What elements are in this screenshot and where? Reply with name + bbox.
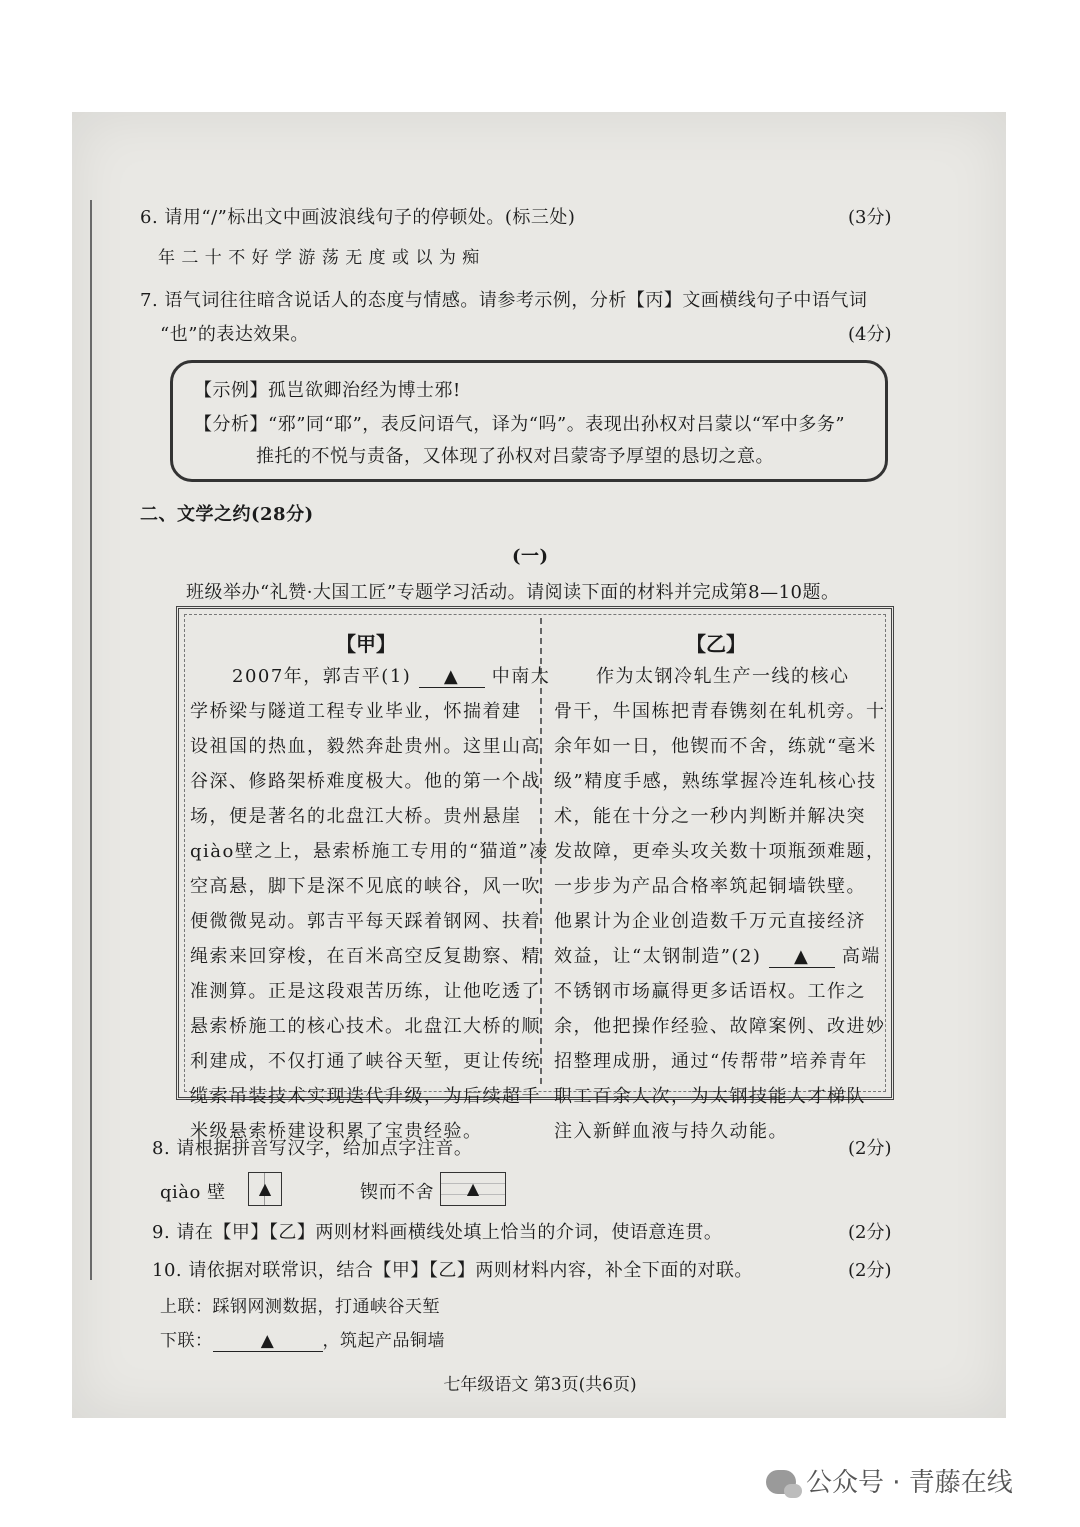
question-7-line1: 7. 语气词往往暗含说话人的态度与情感。请参考示例，分析【丙】文画横线句子中语气词 [140, 290, 868, 311]
section-2-title: 二、文学之约(28分) [140, 504, 314, 525]
section-2-subtitle: (一) [512, 546, 549, 567]
yi-line-11: 余，他把操作经验、故障案例、改进妙 [554, 1016, 886, 1037]
yi-line-14: 注入新鲜血液与持久动能。 [554, 1121, 788, 1142]
jia-line-6: qiào壁之上，悬索桥施工专用的“猫道”凌 [190, 841, 549, 862]
jia-line-13: 缆索吊装技术实现迭代升级，为后续超千 [190, 1086, 541, 1107]
yi-line-10: 不锈钢市场赢得更多话语权。工作之 [554, 981, 866, 1002]
question-7-score: (4分) [848, 324, 892, 345]
q8-item-2-label: 锲而不舍 [360, 1182, 434, 1203]
watermark: 公众号 · 青藤在线 [766, 1462, 1013, 1499]
q8-item-1-label: qiào 壁 [160, 1182, 226, 1203]
yi-line-7: 一步步为产品合格率筑起铜墙铁壁。 [554, 876, 866, 897]
yi-line-8: 他累计为企业创造数千万元直接经济 [554, 911, 866, 932]
question-6: 6. 请用“/”标出文中画波浪线句子的停顿处。(标三处) [140, 207, 576, 228]
yi-line-13: 职工百余人次，为太钢技能人才梯队 [554, 1086, 866, 1107]
question-6-sentence: 年 二 十 不 好 学 游 荡 无 度 或 以 为 痴 [158, 248, 480, 268]
jia-line-3: 设祖国的热血，毅然奔赴贵州。这里山高 [190, 736, 541, 757]
couplet-blank[interactable]: ▲ [213, 1331, 323, 1352]
analysis-line1: 【分析】“邪”同“耶”，表反问语气，译为“吗”。表现出孙权对吕蒙以“军中多务” [194, 414, 846, 435]
couplet-lower: 下联： ▲ ，筑起产品铜墙 [160, 1331, 445, 1351]
jia-line-4: 谷深、修路架桥难度极大。他的第一个战 [190, 771, 541, 792]
yi-line-5: 术，能在十分之一秒内判断并解决突 [554, 806, 866, 827]
q8-answer-box-2[interactable]: ▲ [440, 1172, 506, 1206]
question-7-line2: “也”的表达效果。 [160, 324, 309, 345]
jia-line-10: 准测算。正是这段艰苦历练，让他吃透了 [190, 981, 541, 1002]
jia-line-11: 悬索桥施工的核心技术。北盘江大桥的顺 [190, 1016, 541, 1037]
yi-line-3: 余年如一日，他锲而不舍，练就“毫米 [554, 736, 877, 757]
blank-2: ▲ [769, 946, 835, 968]
yi-line-6: 发故障，更牵头攻关数十项瓶颈难题， [554, 841, 886, 862]
couplet-upper: 上联：踩钢网测数据，打通峡谷天堑 [160, 1297, 440, 1317]
question-10-score: (2分) [848, 1260, 892, 1281]
blank-1: ▲ [419, 666, 485, 688]
yi-line-4: 级”精度手感，熟练掌握冷连轧核心技 [554, 771, 877, 792]
yi-line-2: 骨干，牛国栋把青春镌刻在轧机旁。十 [554, 701, 886, 722]
q8-answer-box-1[interactable]: ▲ [248, 1172, 282, 1206]
question-9: 9. 请在【甲】【乙】两则材料画横线处填上恰当的介词，使语意连贯。 [152, 1222, 723, 1243]
yi-line-12: 招整理成册，通过“传帮带”培养青年 [554, 1051, 868, 1072]
yi-line-9: 效益，让“太钢制造”(2) ▲ 高端 [554, 946, 881, 967]
yi-line-1: 作为太钢冷轧生产一线的核心 [596, 666, 850, 687]
jia-line-8: 便微微晃动。郭吉平每天踩着钢网、扶着 [190, 911, 541, 932]
jia-line-7: 空高悬，脚下是深不见底的峡谷，风一吹 [190, 876, 541, 897]
section-2-intro: 班级举办“礼赞·大国工匠”专题学习活动。请阅读下面的材料并完成第8—10题。 [186, 582, 840, 603]
material-jia-title: 【甲】 [336, 632, 396, 656]
jia-line-5: 场，便是著名的北盘江大桥。贵州悬崖 [190, 806, 522, 827]
wechat-icon [766, 1470, 796, 1494]
question-9-score: (2分) [848, 1222, 892, 1243]
question-10: 10. 请依据对联常识，结合【甲】【乙】两则材料内容，补全下面的对联。 [152, 1260, 753, 1281]
jia-line-14: 米级悬索桥建设积累了宝贵经验。 [190, 1121, 483, 1142]
example-line: 【示例】孤岂欲卿治经为博士邪! [194, 380, 461, 401]
binding-margin-line [90, 200, 92, 1280]
material-yi-title: 【乙】 [686, 632, 746, 656]
jia-line-9: 绳索来回穿梭，在百米高空反复勘察、精 [190, 946, 541, 967]
jia-line-12: 利建成，不仅打通了峡谷天堑，更让传统 [190, 1051, 541, 1072]
jia-line-1: 2007年，郭吉平(1) ▲ 中南大 [232, 666, 551, 687]
question-8-score: (2分) [848, 1138, 892, 1159]
analysis-line2: 推托的不悦与责备，又体现了孙权对吕蒙寄予厚望的恳切之意。 [256, 446, 774, 467]
question-6-score: (3分) [848, 207, 892, 228]
page-footer: 七年级语文 第3页(共6页) [443, 1375, 637, 1395]
jia-line-2: 学桥梁与隧道工程专业毕业，怀揣着建 [190, 701, 522, 722]
question-8: 8. 请根据拼音写汉字，给加点字注音。 [152, 1138, 473, 1159]
